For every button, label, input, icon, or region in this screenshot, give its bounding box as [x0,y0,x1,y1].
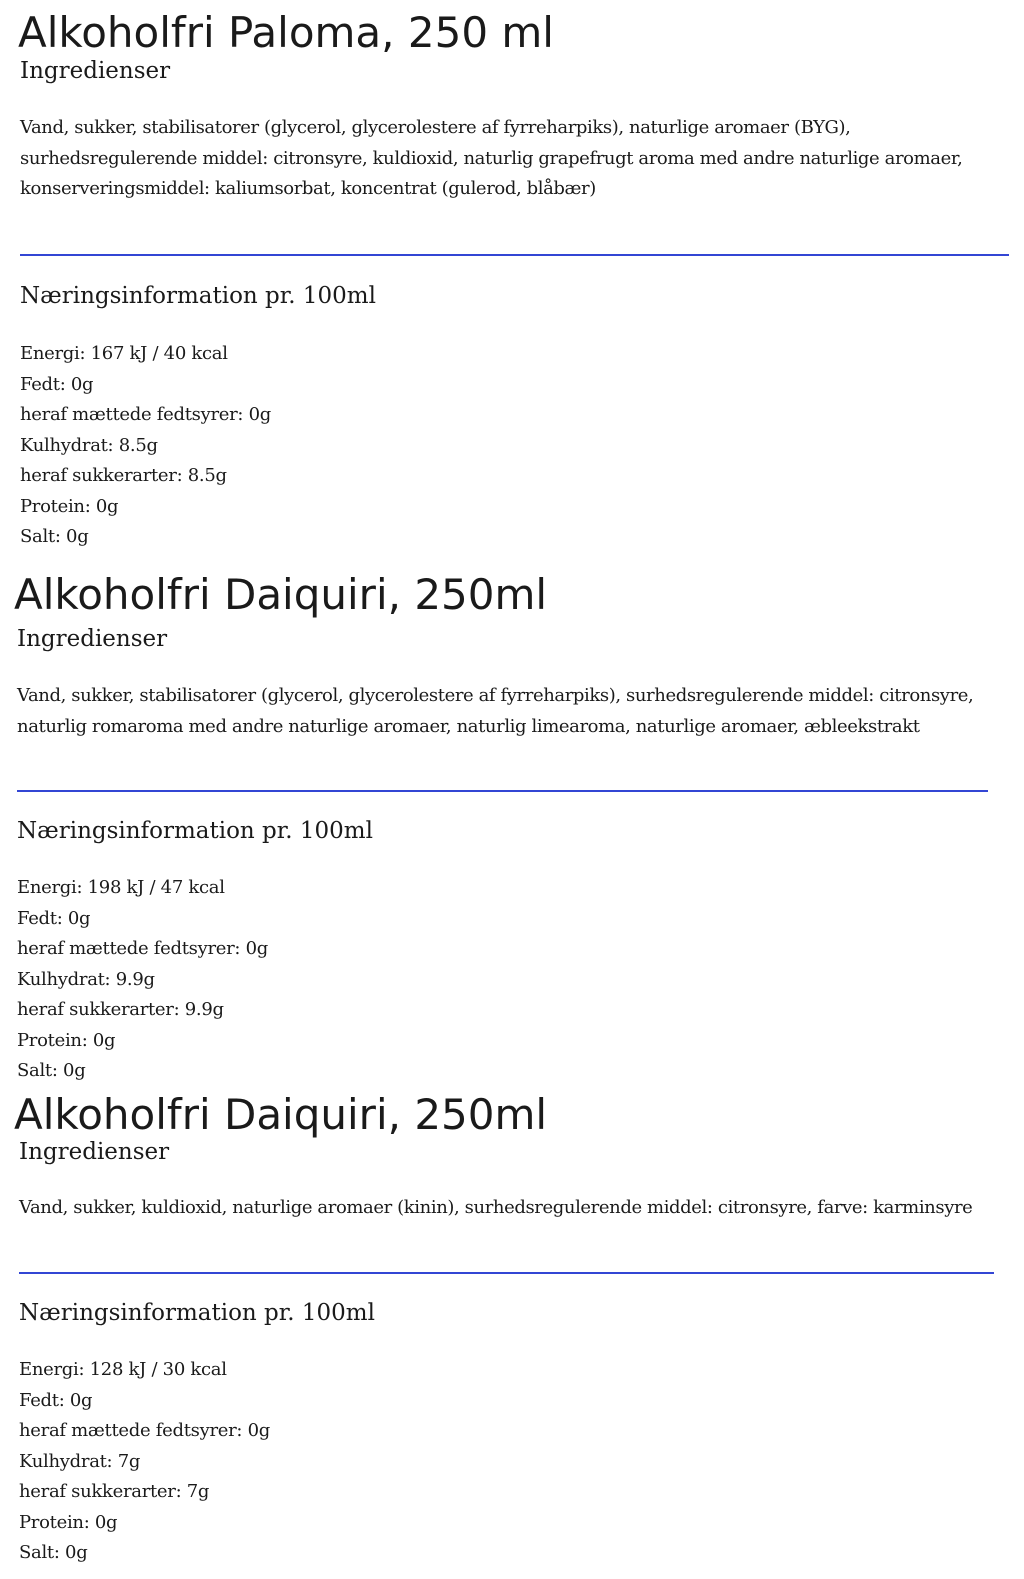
nutrition-heading: Næringsinformation pr. 100ml [19,1300,375,1326]
nutrition-item: Kulhydrat: 8.5g [20,434,158,456]
nutrition-item: heraf mættede fedtsyrer: 0g [17,938,268,959]
nutrition-item: Fedt: 0g [17,907,91,929]
nutrition-item: Kulhydrat: 9.9g [17,968,155,990]
ingredients-line: surhedsregulerende middel: citronsyre, kuldioxid, naturlig grapefrugt aroma med andre naturlige aromaer, [20,147,963,169]
ingredients-line: naturlig romaroma med andre naturlige aromaer, naturlig limearoma, naturlige aromaer, æbleekstrakt [17,715,920,737]
nutrition-item: Energi: 167 kJ / 40 kcal [20,343,228,364]
section-divider [17,790,988,792]
nutrition-item: Energi: 198 kJ / 47 kcal [17,877,225,898]
nutrition-item: Fedt: 0g [19,1389,93,1411]
ingredients-text [20,113,1020,205]
nutrition-item: Protein: 0g [19,1511,118,1533]
ingredients-heading: Ingredienser [17,626,168,652]
nutrition-item: heraf mættede fedtsyrer: 0g [19,1420,270,1441]
product-title: Alkoholfri Paloma, 250 ml [18,8,554,57]
section-divider [19,1272,994,1274]
ingredients-text [19,1193,1019,1224]
product-title: Alkoholfri Daiquiri, 250ml [14,1090,548,1139]
nutrition-list [17,873,268,1087]
ingredients-line: Vand, sukker, stabilisatorer (glycerol, glycerolestere af fyrreharpiks), surhedsregulerende middel: citronsyre, [17,685,974,706]
nutrition-item: Salt: 0g [19,1542,88,1563]
nutrition-item: Salt: 0g [20,526,89,547]
ingredients-line: Vand, sukker, stabilisatorer (glycerol, glycerolestere af fyrreharpiks), naturlige aromaer (BYG), [20,117,851,138]
ingredients-line: Vand, sukker, kuldioxid, naturlige aromaer (kinin), surhedsregulerende middel: citronsyre, farve: karminsyre [19,1197,973,1218]
ingredients-heading: Ingredienser [20,58,171,84]
ingredients-text [17,681,1017,742]
nutrition-list [19,1355,270,1569]
nutrition-heading: Næringsinformation pr. 100ml [20,283,376,309]
nutrition-item: Protein: 0g [20,495,119,517]
nutrition-item: Energi: 128 kJ / 30 kcal [19,1359,227,1380]
ingredients-line: konserveringsmiddel: kaliumsorbat, koncentrat (gulerod, blåbær) [20,178,596,199]
nutrition-heading: Næringsinformation pr. 100ml [17,818,373,844]
nutrition-item: Protein: 0g [17,1029,116,1051]
ingredients-heading: Ingredienser [19,1139,170,1165]
nutrition-item: heraf sukkerarter: 9.9g [17,999,224,1020]
nutrition-item: Kulhydrat: 7g [19,1450,141,1472]
nutrition-item: heraf mættede fedtsyrer: 0g [20,404,271,425]
product-title: Alkoholfri Daiquiri, 250ml [14,570,548,619]
nutrition-item: heraf sukkerarter: 7g [19,1481,210,1502]
nutrition-item: Salt: 0g [17,1060,86,1081]
nutrition-item: heraf sukkerarter: 8.5g [20,465,227,486]
nutrition-list [20,339,271,553]
nutrition-item: Fedt: 0g [20,373,94,395]
section-divider [20,254,1009,256]
